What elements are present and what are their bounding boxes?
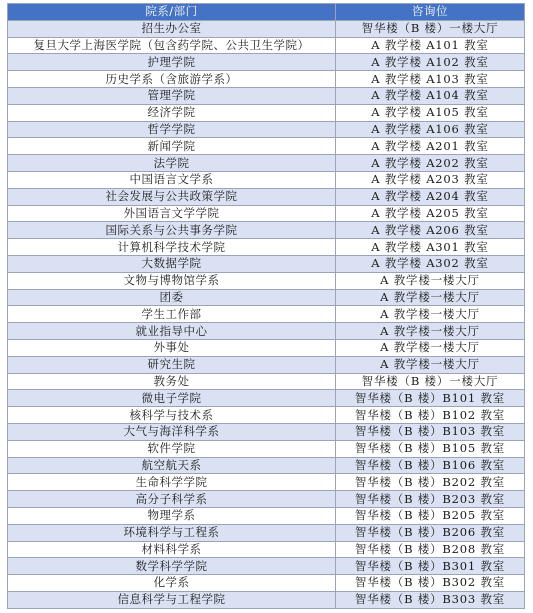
department-cell: 软件学院 [8, 440, 336, 457]
table-row [8, 121, 525, 138]
table-row [8, 507, 525, 524]
department-cell: 化学系 [8, 575, 336, 592]
department-cell: 法学院 [8, 155, 336, 172]
table-row [8, 423, 525, 440]
location-cell: A 教学楼 A203 教室 [336, 171, 525, 188]
department-cell: 高分子科学系 [8, 491, 336, 508]
location-cell: A 教学楼 A104 教室 [336, 87, 525, 104]
location-cell: 智华楼（B 楼）B303 教室 [336, 591, 525, 608]
location-cell: A 教学楼 A204 教室 [336, 188, 525, 205]
table-row [8, 474, 525, 491]
table-row [8, 591, 525, 608]
location-cell: 智华楼（B 楼）B101 教室 [336, 390, 525, 407]
location-cell: A 教学楼 A101 教室 [336, 37, 525, 54]
department-cell: 学生工作部 [8, 306, 336, 323]
table-row [8, 306, 525, 323]
table-row [8, 87, 525, 104]
department-cell: 核科学与技术系 [8, 407, 336, 424]
table-row [8, 390, 525, 407]
location-cell: 智华楼（B 楼）一楼大厅 [336, 20, 525, 37]
department-cell: 教务处 [8, 373, 336, 390]
location-cell: A 教学楼 A206 教室 [336, 222, 525, 239]
department-cell: 大气与海洋科学系 [8, 423, 336, 440]
location-cell: A 教学楼 A102 教室 [336, 54, 525, 71]
table-row [8, 155, 525, 172]
location-cell: A 教学楼一楼大厅 [336, 323, 525, 340]
table-row [8, 491, 525, 508]
header-location: 咨询位 [336, 4, 525, 21]
table-body [8, 20, 525, 608]
table-row [8, 558, 525, 575]
department-cell: 招生办公室 [8, 20, 336, 37]
department-cell: 经济学院 [8, 104, 336, 121]
table-row [8, 104, 525, 121]
table-row [8, 71, 525, 88]
location-cell: 智华楼（B 楼）B302 教室 [336, 575, 525, 592]
table-row [8, 188, 525, 205]
department-cell: 航空航天系 [8, 457, 336, 474]
table-row [8, 289, 525, 306]
table-row [8, 373, 525, 390]
department-cell: 生命科学学院 [8, 474, 336, 491]
table-row [8, 272, 525, 289]
location-cell: 智华楼（B 楼）B106 教室 [336, 457, 525, 474]
department-cell: 文物与博物馆学系 [8, 272, 336, 289]
department-cell: 计算机科学技术学院 [8, 239, 336, 256]
consultation-table-sheet [7, 3, 524, 609]
location-cell: 智华楼（B 楼）B105 教室 [336, 440, 525, 457]
department-cell: 护理学院 [8, 54, 336, 71]
table-row [8, 575, 525, 592]
table-row [8, 457, 525, 474]
table-row [8, 356, 525, 373]
table-row [8, 339, 525, 356]
department-cell: 微电子学院 [8, 390, 336, 407]
location-cell: A 教学楼 A302 教室 [336, 255, 525, 272]
location-cell: A 教学楼 A301 教室 [336, 239, 525, 256]
department-cell: 国际关系与公共事务学院 [8, 222, 336, 239]
department-cell: 就业指导中心 [8, 323, 336, 340]
department-cell: 管理学院 [8, 87, 336, 104]
location-cell: 智华楼（B 楼）B202 教室 [336, 474, 525, 491]
department-cell: 大数据学院 [8, 255, 336, 272]
consultation-table [7, 3, 525, 609]
table-row [8, 239, 525, 256]
location-cell: A 教学楼 A202 教室 [336, 155, 525, 172]
table-row [8, 407, 525, 424]
department-cell: 中国语言文学系 [8, 171, 336, 188]
table-row [8, 255, 525, 272]
location-cell: A 教学楼一楼大厅 [336, 339, 525, 356]
location-cell: A 教学楼一楼大厅 [336, 289, 525, 306]
department-cell: 信息科学与工程学院 [8, 591, 336, 608]
location-cell: 智华楼（B 楼）一楼大厅 [336, 373, 525, 390]
location-cell: A 教学楼 A205 教室 [336, 205, 525, 222]
table-row [8, 205, 525, 222]
table-row [8, 54, 525, 71]
table-row [8, 541, 525, 558]
location-cell: 智华楼（B 楼）B301 教室 [336, 558, 525, 575]
department-cell: 环境科学与工程系 [8, 524, 336, 541]
table-row [8, 20, 525, 37]
department-cell: 历史学系（含旅游学系） [8, 71, 336, 88]
location-cell: A 教学楼 A105 教室 [336, 104, 525, 121]
department-cell: 数学科学学院 [8, 558, 336, 575]
location-cell: A 教学楼 A201 教室 [336, 138, 525, 155]
location-cell: 智华楼（B 楼）B103 教室 [336, 423, 525, 440]
department-cell: 物理学系 [8, 507, 336, 524]
table-row [8, 323, 525, 340]
department-cell: 哲学学院 [8, 121, 336, 138]
department-cell: 研究生院 [8, 356, 336, 373]
table-row [8, 222, 525, 239]
location-cell: A 教学楼 A103 教室 [336, 71, 525, 88]
location-cell: A 教学楼 A106 教室 [336, 121, 525, 138]
department-cell: 团委 [8, 289, 336, 306]
table-row [8, 37, 525, 54]
location-cell: 智华楼（B 楼）B203 教室 [336, 491, 525, 508]
location-cell: 智华楼（B 楼）B102 教室 [336, 407, 525, 424]
department-cell: 社会发展与公共政策学院 [8, 188, 336, 205]
table-row [8, 524, 525, 541]
table-row [8, 440, 525, 457]
department-cell: 材料科学系 [8, 541, 336, 558]
location-cell: 智华楼（B 楼）B208 教室 [336, 541, 525, 558]
location-cell: A 教学楼一楼大厅 [336, 356, 525, 373]
department-cell: 外事处 [8, 339, 336, 356]
location-cell: A 教学楼一楼大厅 [336, 272, 525, 289]
department-cell: 外国语言文学学院 [8, 205, 336, 222]
table-row [8, 171, 525, 188]
department-cell: 复旦大学上海医学院（包含药学院、公共卫生学院） [8, 37, 336, 54]
table-header-row [8, 4, 525, 21]
location-cell: A 教学楼一楼大厅 [336, 306, 525, 323]
location-cell: 智华楼（B 楼）B206 教室 [336, 524, 525, 541]
location-cell: 智华楼（B 楼）B205 教室 [336, 507, 525, 524]
department-cell: 新闻学院 [8, 138, 336, 155]
header-department: 院系/部门 [8, 4, 336, 21]
table-row [8, 138, 525, 155]
